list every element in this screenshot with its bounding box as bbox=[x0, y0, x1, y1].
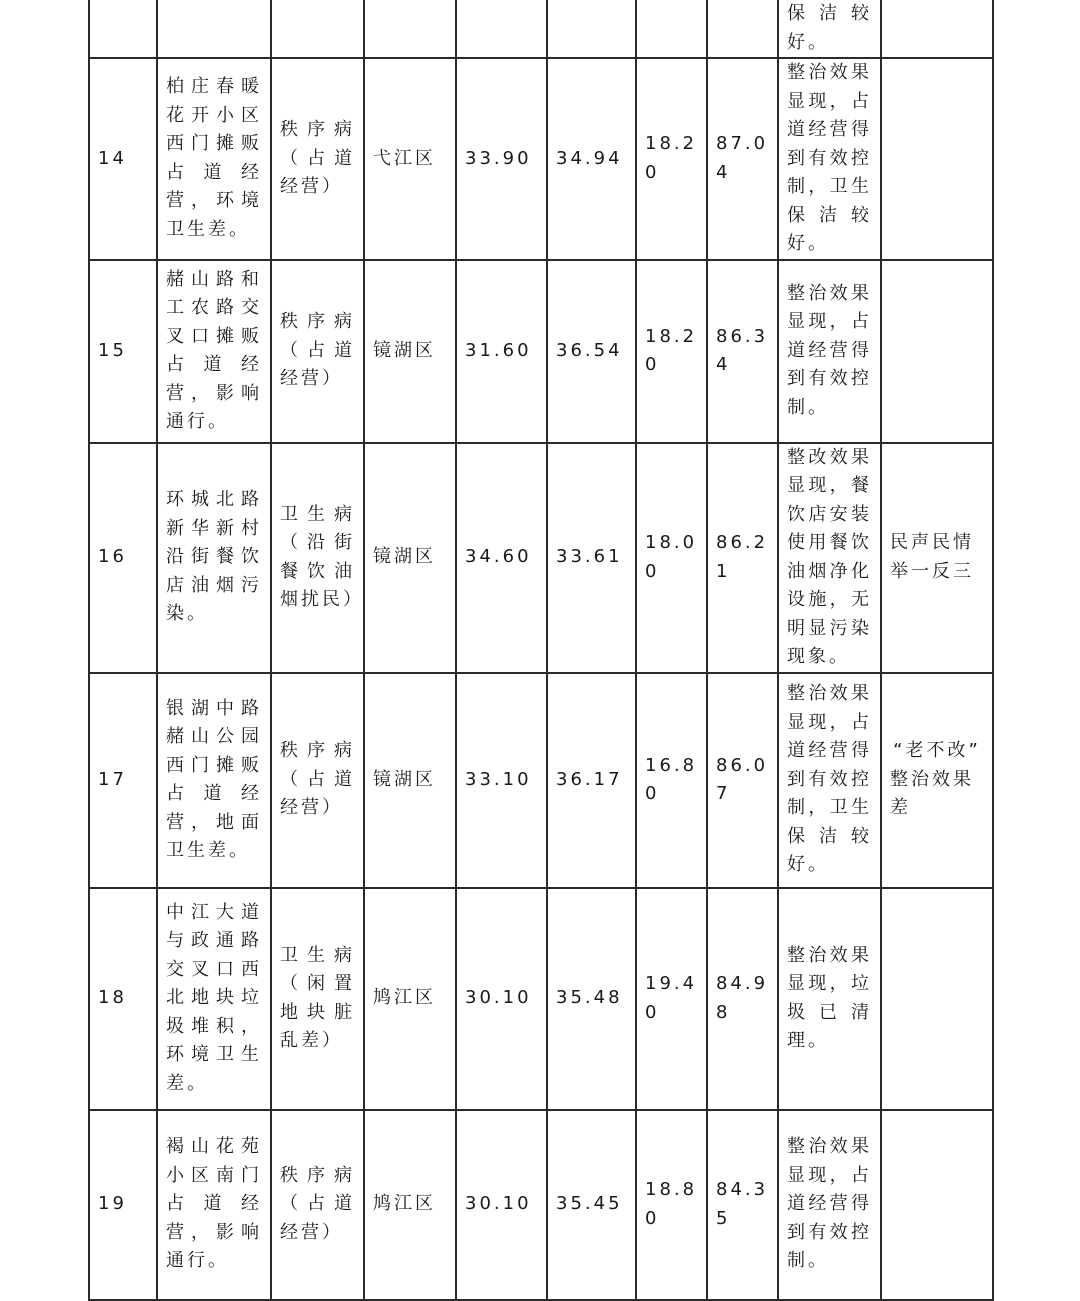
cell-no: 18 bbox=[89, 888, 157, 1110]
cell-location: 中江大道与政通路交叉口西北地块垃圾堆积，环境卫生差。 bbox=[157, 888, 271, 1110]
cell-score1: 33.90 bbox=[456, 58, 547, 260]
cell-effect: 整治效果显现，占道经营得到有效控制。 bbox=[778, 260, 881, 443]
cell-district: 弋江区 bbox=[364, 58, 456, 260]
remark-quote: “老不改” bbox=[893, 740, 981, 762]
cell-score3: 18.20 bbox=[636, 58, 707, 260]
cell-location: 柏庄春暖花开小区西门摊贩占道经营，环境卫生差。 bbox=[157, 58, 271, 260]
cell-total: 84.35 bbox=[707, 1110, 778, 1300]
table-row bbox=[89, 58, 993, 260]
cell-score2: 36.54 bbox=[547, 260, 636, 443]
cell-total: 86.21 bbox=[707, 443, 778, 673]
cell-category: 卫生病（闲置地块脏乱差） bbox=[271, 888, 364, 1110]
cell-score3: 16.80 bbox=[636, 673, 707, 888]
cell-category bbox=[271, 0, 364, 58]
cell-remark bbox=[881, 1110, 993, 1300]
cell-effect: 保 洁 较 好。 bbox=[778, 0, 881, 58]
cell-score1: 31.60 bbox=[456, 260, 547, 443]
cell-score1 bbox=[456, 0, 547, 58]
cell-no: 15 bbox=[89, 260, 157, 443]
cell-effect: 整治效果显现，占道经营得到有效控制，卫生保 洁 较 好。 bbox=[778, 673, 881, 888]
cell-score3 bbox=[636, 0, 707, 58]
cell-no: 19 bbox=[89, 1110, 157, 1300]
cell-total: 86.34 bbox=[707, 260, 778, 443]
cell-effect: 整改效果显现，餐饮店安装使用餐饮油烟净化设施，无明显污染现象。 bbox=[778, 443, 881, 673]
cell-category: 秩序病（占道经营） bbox=[271, 1110, 364, 1300]
cell-score3: 18.80 bbox=[636, 1110, 707, 1300]
cell-score3: 18.20 bbox=[636, 260, 707, 443]
cell-category: 秩序病（占道经营） bbox=[271, 673, 364, 888]
cell-score3: 18.00 bbox=[636, 443, 707, 673]
cell-location: 银湖中路赭山公园西门摊贩占道经营，地面卫生差。 bbox=[157, 673, 271, 888]
cell-district bbox=[364, 0, 456, 58]
cell-score2: 33.61 bbox=[547, 443, 636, 673]
cell-category: 秩序病（占道经营） bbox=[271, 58, 364, 260]
cell-district: 鸠江区 bbox=[364, 888, 456, 1110]
cell-score2: 35.48 bbox=[547, 888, 636, 1110]
cell-category: 秩序病（占道经营） bbox=[271, 260, 364, 443]
cell-score1: 33.10 bbox=[456, 673, 547, 888]
cell-location bbox=[157, 0, 271, 58]
table-row bbox=[89, 673, 993, 888]
cell-district: 镜湖区 bbox=[364, 443, 456, 673]
cell-score2 bbox=[547, 0, 636, 58]
cell-score1: 30.10 bbox=[456, 1110, 547, 1300]
table-row bbox=[89, 260, 993, 443]
cell-remark bbox=[881, 58, 993, 260]
cell-remark bbox=[881, 888, 993, 1110]
cell-total bbox=[707, 0, 778, 58]
remark-text: 整治效果差 bbox=[890, 768, 974, 819]
cell-no bbox=[89, 0, 157, 58]
cell-score2: 35.45 bbox=[547, 1110, 636, 1300]
cell-score1: 30.10 bbox=[456, 888, 547, 1110]
cell-category: 卫生病（沿街餐饮油烟扰民） bbox=[271, 443, 364, 673]
cell-total: 84.98 bbox=[707, 888, 778, 1110]
cell-score2: 36.17 bbox=[547, 673, 636, 888]
cell-location: 环城北路新华新村沿街餐饮店油烟污染。 bbox=[157, 443, 271, 673]
cell-location: 褐山花苑小区南门占道经营，影响通行。 bbox=[157, 1110, 271, 1300]
cell-location: 赭山路和工农路交叉口摊贩占道经营，影响通行。 bbox=[157, 260, 271, 443]
cell-effect: 整治效果显现，占道经营得到有效控制，卫生保 洁 较 好。 bbox=[778, 58, 881, 260]
cell-district: 镜湖区 bbox=[364, 673, 456, 888]
cell-effect: 整治效果显现，占道经营得到有效控制。 bbox=[778, 1110, 881, 1300]
cell-no: 17 bbox=[89, 673, 157, 888]
table-row bbox=[89, 888, 993, 1110]
cell-score1: 34.60 bbox=[456, 443, 547, 673]
cell-remark bbox=[881, 260, 993, 443]
cell-no: 16 bbox=[89, 443, 157, 673]
cell-total: 86.07 bbox=[707, 673, 778, 888]
cell-remark: 民声民情举一反三 bbox=[881, 443, 993, 673]
table-row bbox=[89, 1110, 993, 1300]
table-row bbox=[89, 443, 993, 673]
cell-remark bbox=[881, 0, 993, 58]
cell-score3: 19.40 bbox=[636, 888, 707, 1110]
cell-remark bbox=[881, 673, 993, 888]
cell-district: 镜湖区 bbox=[364, 260, 456, 443]
table-row-partial bbox=[89, 0, 993, 58]
evaluation-table bbox=[88, 0, 994, 1301]
cell-score2: 34.94 bbox=[547, 58, 636, 260]
cell-effect: 整治效果显现，垃圾已清理。 bbox=[778, 888, 881, 1110]
cell-district: 鸠江区 bbox=[364, 1110, 456, 1300]
cell-no: 14 bbox=[89, 58, 157, 260]
cell-total: 87.04 bbox=[707, 58, 778, 260]
